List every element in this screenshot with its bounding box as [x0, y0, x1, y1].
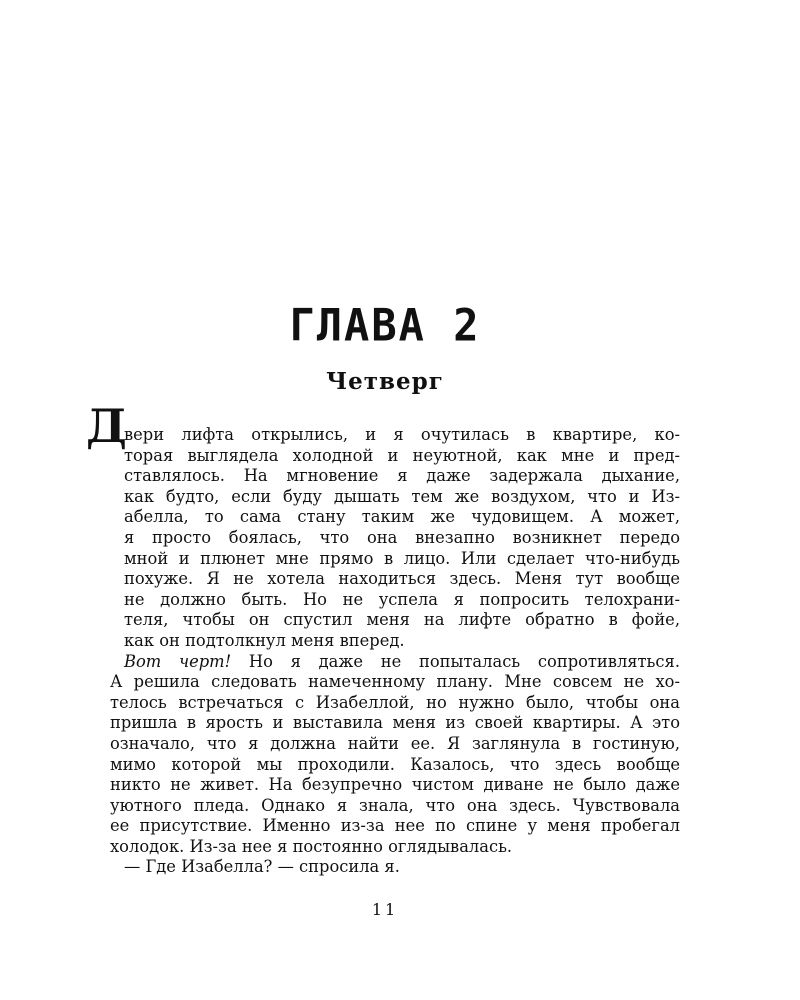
text-line: [110, 446, 680, 467]
line-text: абелла, то сама стану таким же чудовищем. А может,: [124, 507, 680, 527]
line-text: я просто боялась, что она внезапно возникнет передо: [124, 527, 680, 547]
text-line: [110, 466, 680, 487]
drop-cap-letter: Д: [86, 399, 127, 453]
line-text: А решила следовать намеченному плану. Мне совсем не хо-: [110, 672, 680, 692]
chapter-subtitle: Четверг: [326, 368, 444, 395]
text-line: [110, 590, 680, 611]
line-text: никто не живет. На безупречно чистом диване не было даже: [110, 775, 680, 795]
text-line: [110, 425, 680, 446]
text-line: [110, 713, 680, 734]
text-line: [110, 528, 680, 549]
line-text: ставлялось. На мгновение я даже задержала дыхание,: [124, 466, 680, 486]
text-line: [110, 610, 680, 631]
line-text: мимо которой мы проходили. Казалось, что здесь вообще: [110, 754, 680, 774]
text-line: [110, 837, 680, 858]
line-text: — Где Изабелла? — спросила я.: [124, 857, 400, 877]
line-text: не должно быть. Но не успела я попросить телохрани-: [124, 589, 680, 609]
line-text: как он подтолкнул меня вперед.: [124, 630, 405, 650]
line-text: как будто, если буду дышать тем же воздухом, что и Из-: [124, 486, 680, 506]
text-line: [110, 652, 680, 673]
text-line: [110, 507, 680, 528]
text-line: [110, 857, 680, 878]
text-line: [110, 755, 680, 776]
text-line: [110, 549, 680, 570]
line-text: мной и плюнет мне прямо в лицо. Или сделает что-нибудь: [124, 548, 680, 568]
chapter-body-text: [110, 425, 680, 878]
line-text: Но я даже не попыталась сопротивляться.: [231, 651, 680, 671]
text-line: [110, 816, 680, 837]
page-number: 11: [371, 900, 399, 919]
line-text: похуже. Я не хотела находиться здесь. Меня тут вообще: [124, 569, 680, 589]
line-text: холодок. Из-за нее я постоянно оглядывалась.: [110, 836, 513, 856]
text-line: [110, 796, 680, 817]
text-line: [110, 631, 680, 652]
line-text: телось встречаться с Изабеллой, но нужно было, чтобы она: [110, 692, 680, 712]
emphasis-text: Вот черт!: [124, 651, 232, 671]
line-text: торая выглядела холодной и неуютной, как мне и пред-: [124, 445, 680, 465]
text-line: [110, 672, 680, 693]
line-text: пришла в ярость и выставила меня из своей квартиры. А это: [110, 713, 680, 733]
text-line: [110, 569, 680, 590]
line-text: вери лифта открылись, и я очутилась в квартире, ко-: [124, 425, 680, 444]
text-line: [110, 487, 680, 508]
text-line: [110, 693, 680, 714]
line-text: ее присутствие. Именно из-за нее по спине у меня пробегал: [110, 816, 680, 836]
line-text: теля, чтобы он спустил меня на лифте обратно в фойе,: [124, 610, 680, 630]
text-line: [110, 734, 680, 755]
chapter-title: ГЛАВА 2: [289, 299, 481, 352]
text-line: [110, 775, 680, 796]
line-text: означало, что я должна найти ее. Я заглянула в гостиную,: [110, 733, 680, 753]
line-text: уютного пледа. Однако я знала, что она здесь. Чувствовала: [110, 795, 680, 815]
